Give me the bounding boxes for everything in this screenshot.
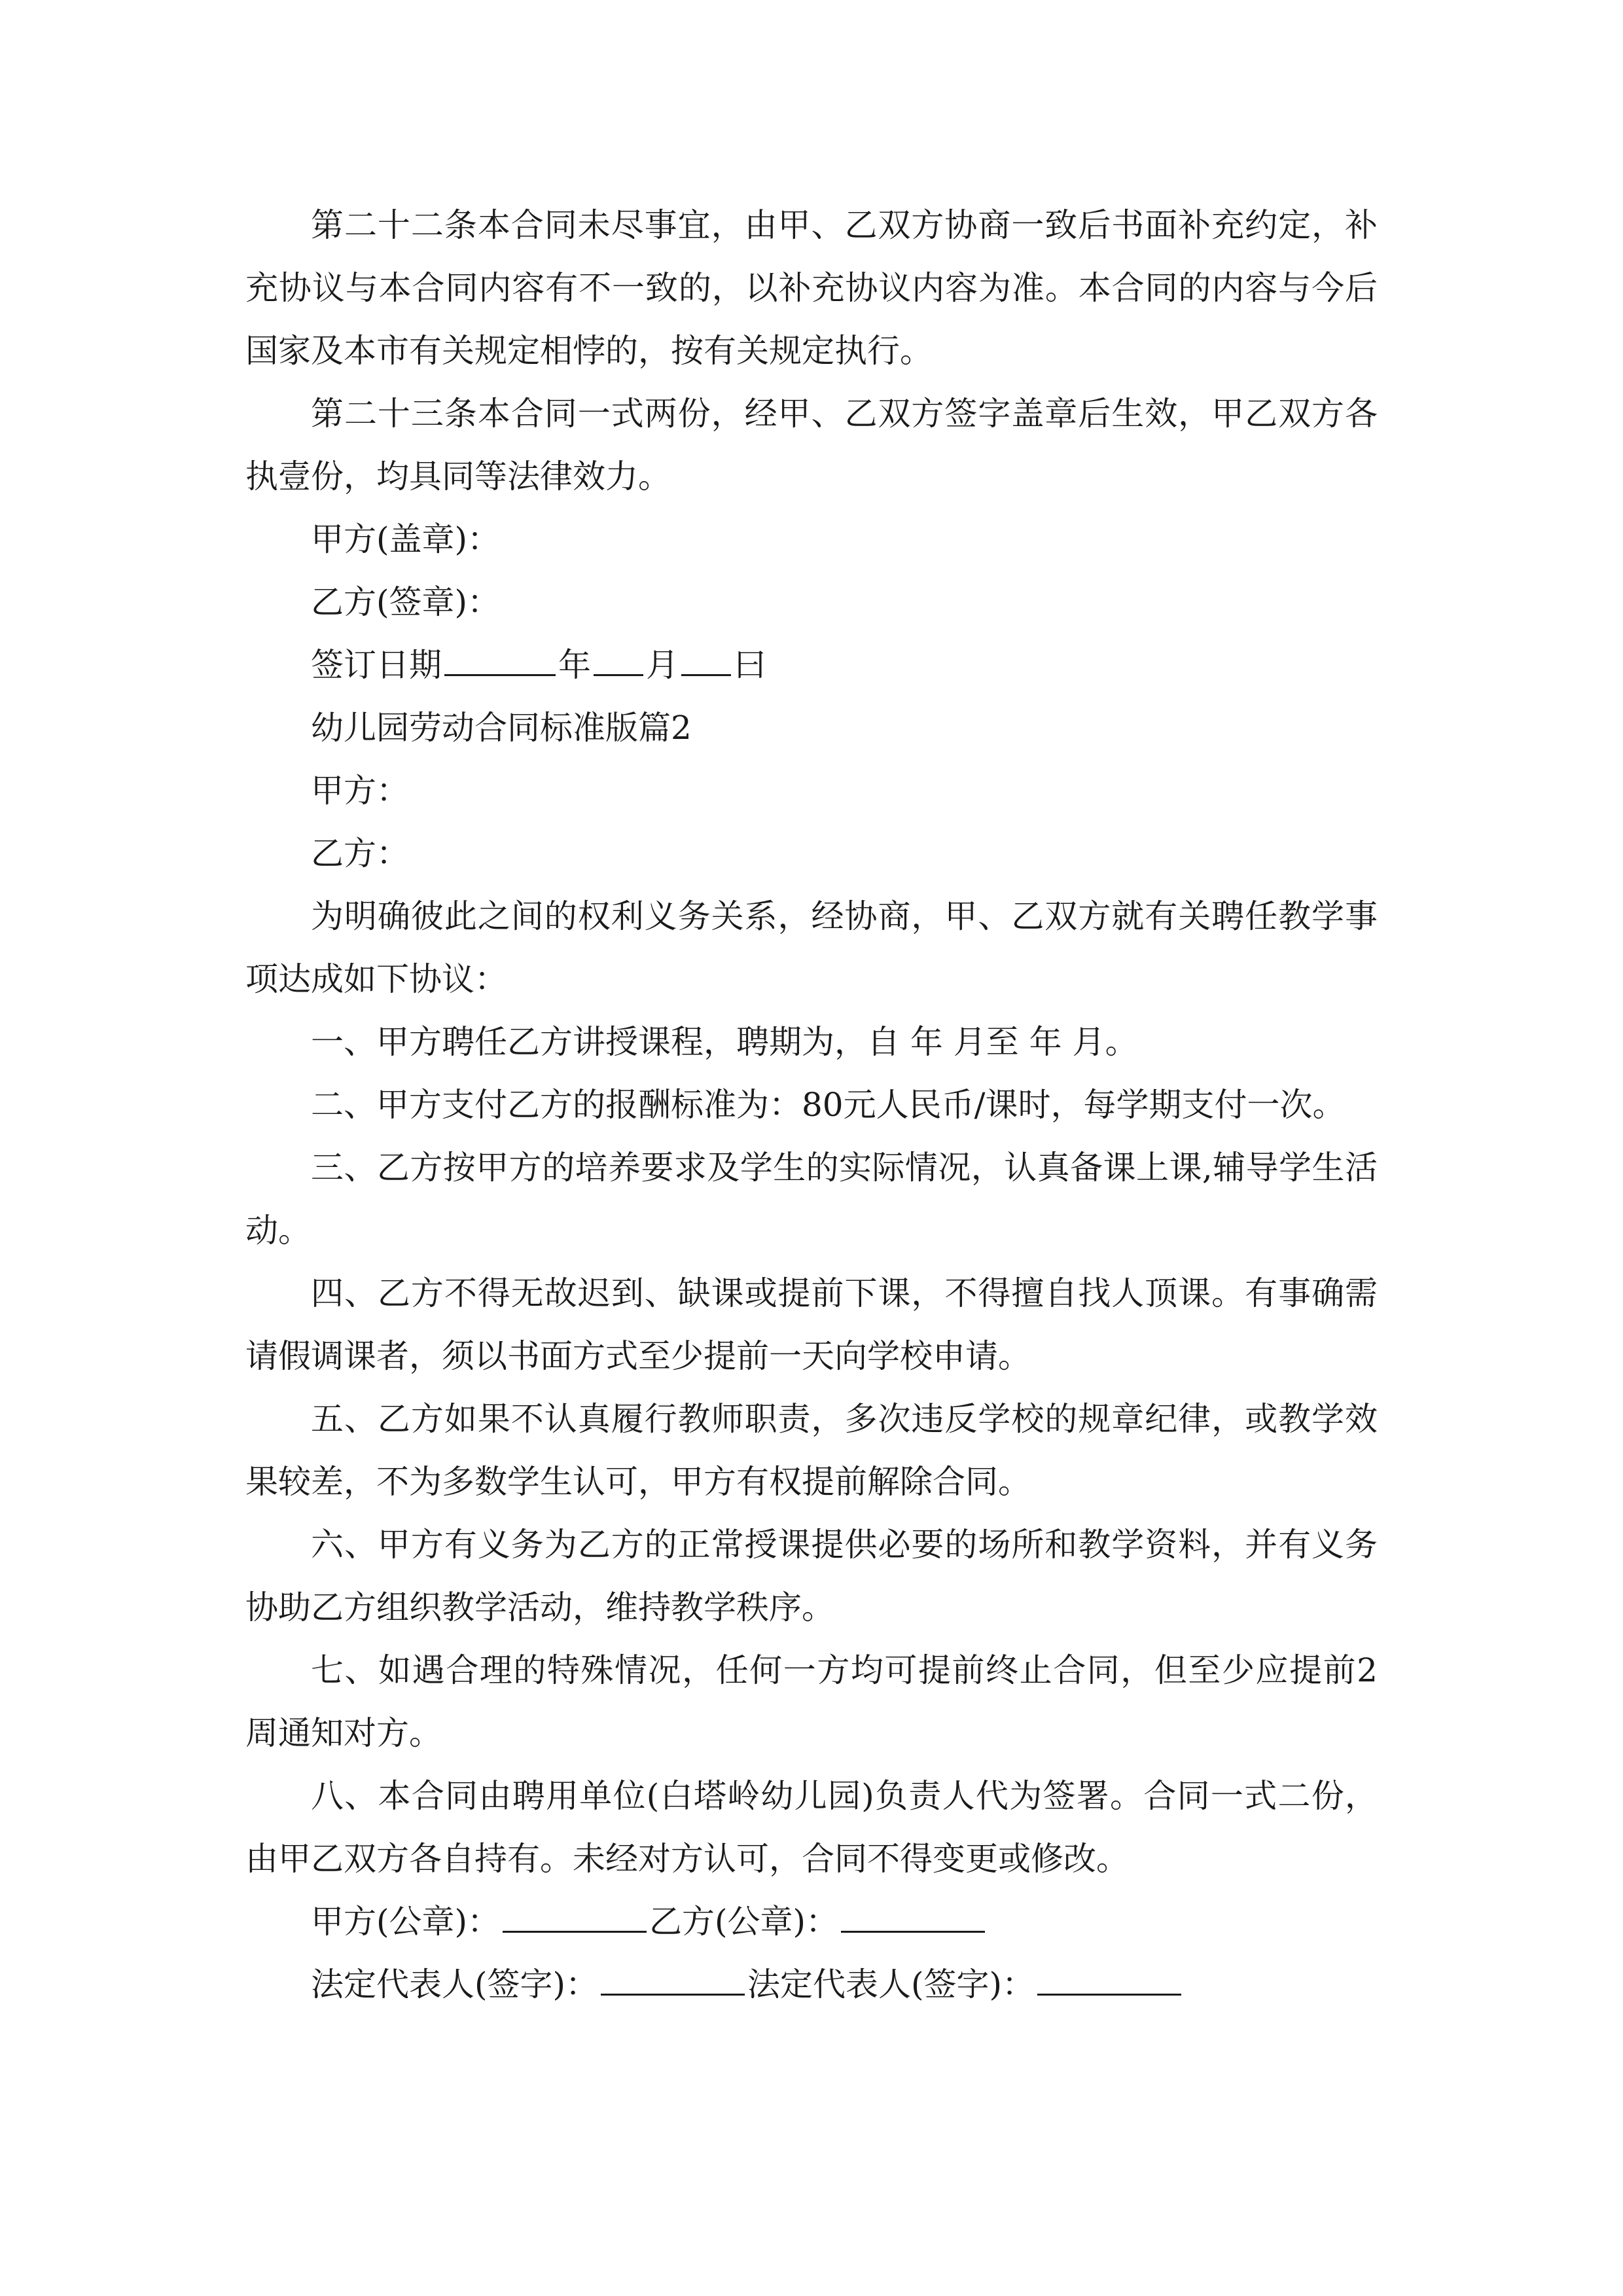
document-body: [245, 194, 1378, 2016]
sign-date-label: 签订日期: [311, 646, 442, 684]
clause-6: 六、甲方有义务为乙方的正常授课提供必要的场所和教学资料，并有义务协助乙方组织教学活动，维持教学秩序。: [245, 1526, 1378, 1626]
party-b-sign-line: 乙方(签章)：: [311, 583, 501, 621]
rep-b-blank: [1037, 1957, 1181, 1996]
party-a-line: 甲方：: [311, 772, 409, 810]
clause-2: 二、甲方支付乙方的报酬标准为：80元人民币/课时，每学期支付一次。: [311, 1086, 1346, 1124]
year-label: 年: [558, 646, 591, 684]
day-label: 曰: [734, 646, 766, 684]
section-title: 幼儿园劳动合同标准版篇2: [311, 709, 692, 747]
clause-22: 第二十二条本合同未尽事宜，由甲、乙双方协商一致后书面补充约定，补充协议与本合同内容有不一致的，以补充协议内容为准。本合同的内容与今后国家及本市有关规定相悖的，按有关规定执行。: [245, 206, 1378, 370]
day-blank: [681, 637, 731, 676]
party-b-seal-blank: [841, 1894, 985, 1933]
clause-8: 八、本合同由聘用单位(白塔岭幼儿园)负责人代为签署。合同一式二份，由甲乙双方各自持有。未经对方认可，合同不得变更或修改。: [245, 1777, 1378, 1878]
preamble: 为明确彼此之间的权利义务关系，经协商，甲、乙双方就有关聘任教学事项达成如下协议：: [245, 897, 1378, 998]
rep-a-blank: [601, 1957, 745, 1996]
clause-3: 三、乙方按甲方的培养要求及学生的实际情况，认真备课上课,辅导学生活动。: [245, 1149, 1378, 1249]
representative-line: [245, 1953, 1378, 2016]
rep-a-label: 法定代表人(签字)：: [311, 1965, 599, 2003]
clause-23: 第二十三条本合同一式两份，经甲、乙双方签字盖章后生效，甲乙双方各执壹份，均具同等法律效力。: [245, 395, 1378, 495]
rep-b-label: 法定代表人(签字)：: [747, 1965, 1035, 2003]
party-b-seal-label: 乙方(公章)：: [649, 1903, 839, 1941]
year-blank: [444, 637, 556, 676]
month-blank: [594, 637, 643, 676]
party-b-line: 乙方：: [311, 834, 409, 872]
month-label: 月: [646, 646, 679, 684]
clause-4: 四、乙方不得无故迟到、缺课或提前下课，不得擅自找人顶课。有事确需请假调课者，须以书面方式至少提前一天向学校申请。: [245, 1274, 1378, 1375]
seal-line: [245, 1890, 1378, 1953]
party-a-seal-blank: [503, 1894, 647, 1933]
party-a-seal-label: 甲方(公章)：: [311, 1903, 501, 1941]
sign-date-line: [245, 634, 1378, 696]
clause-5: 五、乙方如果不认真履行教师职责，多次违反学校的规章纪律，或教学效果较差，不为多数学生认可，甲方有权提前解除合同。: [245, 1400, 1378, 1501]
clause-1: 一、甲方聘任乙方讲授课程，聘期为，自 年 月至 年 月。: [311, 1023, 1138, 1061]
clause-7: 七、如遇合理的特殊情况，任何一方均可提前终止合同，但至少应提前2周通知对方。: [245, 1651, 1378, 1752]
party-a-stamp-line: 甲方(盖章)：: [311, 520, 501, 558]
